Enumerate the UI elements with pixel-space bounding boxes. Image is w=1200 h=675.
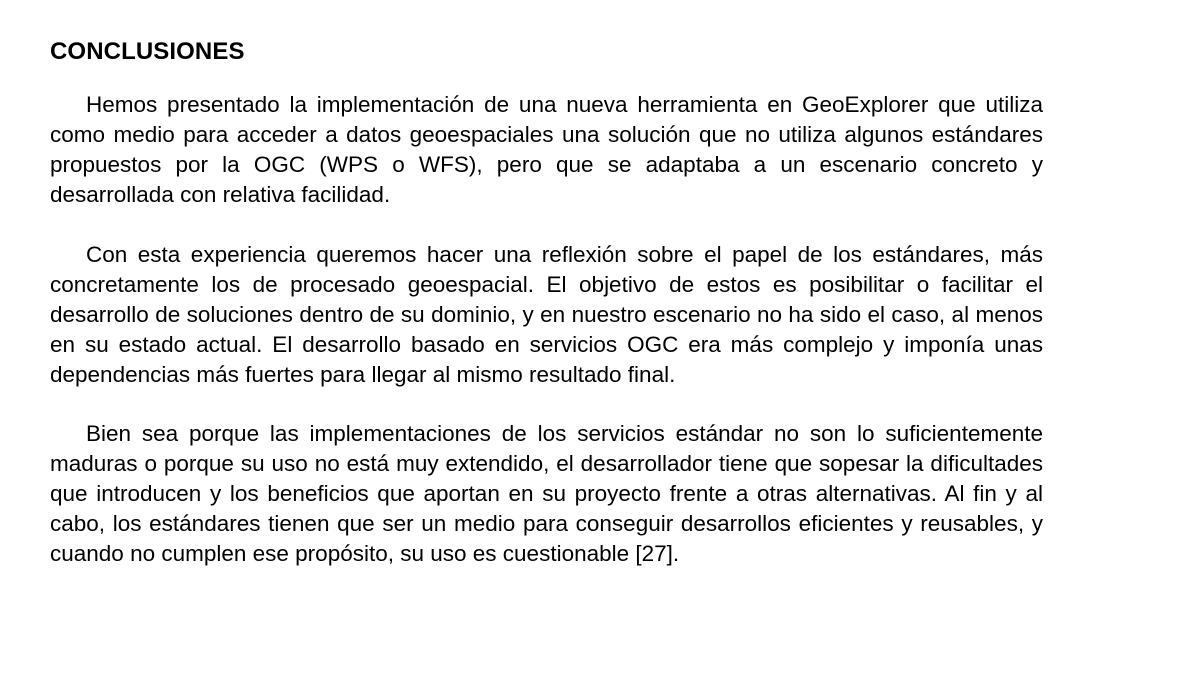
paragraph-2: Con esta experiencia queremos hacer una reflexión sobre el papel de los estándares, más concretamente los de procesado geoespacial. El objetivo de estos es posibilitar o facilitar el desarrollo de soluciones dentro de su dominio, y en nuestro escenario no ha sido el caso, al menos en su estado actual. El desarrollo basado en servicios OGC era más complejo y imponía unas dependencias más fuertes para llegar al mismo resultado final.	[50, 242, 1043, 387]
section-heading: CONCLUSIONES	[50, 38, 245, 65]
document-page	[50, 30, 1043, 569]
paragraph-3: Bien sea porque las implementaciones de los servicios estándar no son lo suficientemente maduras o porque su uso no está muy extendido, el desarrollador tiene que sopesar la dificultades que introducen y los beneficios que aportan en su proyecto frente a otras alternativas. Al fin y al cabo, los estándares tienen que ser un medio para conseguir desarrollos eficientes y reusables, y cuando no cumplen ese propósito, su uso es cuestionable [27].	[50, 421, 1043, 566]
paragraph-1: Hemos presentado la implementación de una nueva herramienta en GeoExplorer que utiliza como medio para acceder a datos geoespaciales una solución que no utiliza algunos estándares propuestos por la OGC (WPS o WFS), pero que se adaptaba a un escenario concreto y desarrollada con relativa facilidad.	[50, 92, 1043, 207]
